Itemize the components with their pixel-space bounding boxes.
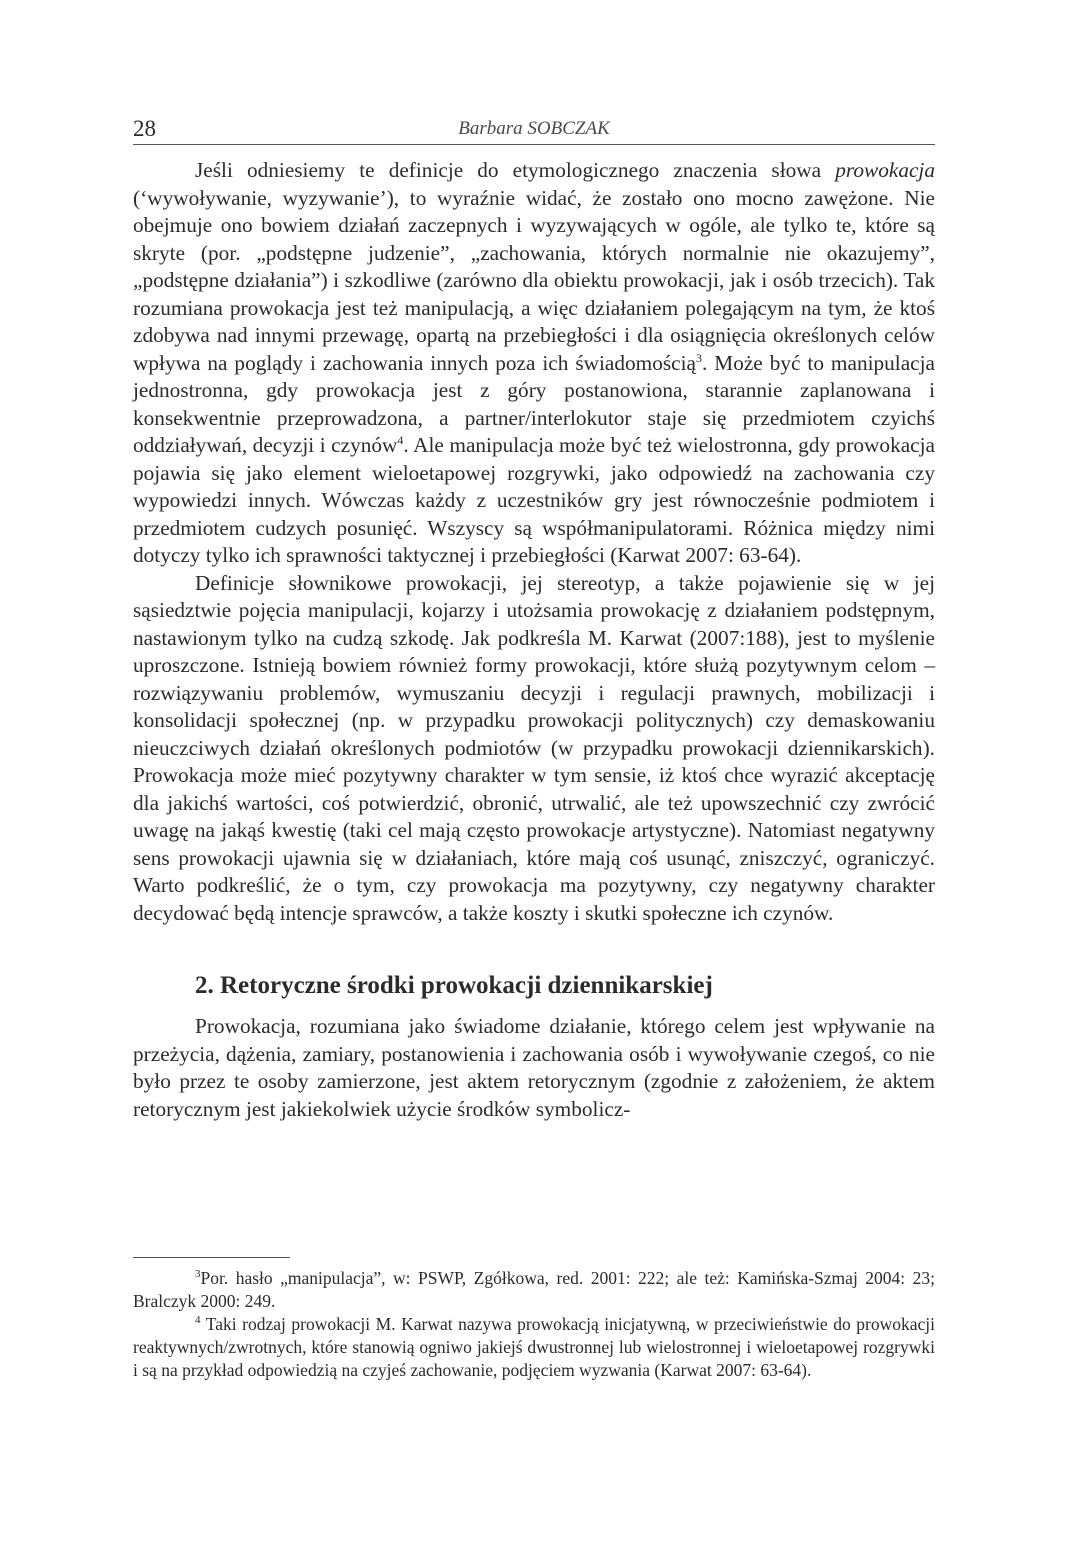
paragraph-1-text-c: . Może być to manipulacja jednostronna, gdy prowokacja jest z góry postanowiona, starannie zaplanowana i konsekwentnie przeprowadzona, a partner/interlokutor staje się przedmiotem czyichś oddziaływań, decyzji i czynów <box>133 350 935 457</box>
footnote-number: 4 <box>195 1314 201 1327</box>
paragraph-1 <box>133 157 935 570</box>
term-prowokacja: prowokacja <box>835 158 935 182</box>
main-text <box>133 157 935 1123</box>
paragraph-1-text-b: (‘wywoływanie, wyzywanie’), to wyraźnie widać, że zostało ono mocno zawężone. Nie obejmuje ono bowiem działań zaczepnych i wyzywających w ogóle, ale tylko te, które są skryte (por. „podstępne judzenie”, „zachowania, których normalnie nie okazujemy”, „podstępne działania”) i szkodliwe (zarówno dla obiektu prowokacji, jak i osób trzecich). Tak rozumiana prowokacja jest też manipulacją, a więc działaniem polegającym na tym, że ktoś zdobywa nad innymi przewagę, opartą na przebiegłości i dla osiągnięcia określonych celów wpływa na poglądy i zachowania innych poza ich świadomością <box>133 185 935 375</box>
footnote-ref-3: 3 <box>696 350 702 365</box>
footnote-3 <box>133 1267 935 1313</box>
page-number: 28 <box>133 116 156 141</box>
paragraph-1-text-d: . Ale manipulacja może być też wielostronna, gdy prowokacja pojawia się jako element wieloetapowej rozgrywki, jako odpowiedź na zachowania czy wypowiedzi innych. Wówczas każdy z uczestników gry jest równocześnie podmiotem i przedmiotem cudzych posunięć. Wszyscy są współmanipulatorami. Różnica między nimi dotyczy tylko ich sprawności taktycznej i przebiegłości (Karwat 2007: 63-64). <box>133 433 936 567</box>
running-header <box>133 112 935 145</box>
running-head-author: Barbara SOBCZAK <box>458 118 610 139</box>
footnote-text: Taki rodzaj prowokacji M. Karwat nazywa prowokacją inicjatywną, w przeciwieństwie do prowokacji reaktywnych/zwrotnych, które stanowią ogniwo jakiejś dwustronnej lub wielostronnej i wieloetapowej rozgrywki i są na przykład odpowiedzią na czyjeś zachowanie, podjęciem wyzwania (Karwat 2007: 63-64). <box>133 1314 935 1380</box>
footnote-separator <box>133 1257 290 1258</box>
footnote-ref-4: 4 <box>397 432 404 447</box>
paragraph-1-text-a: Jeśli odniesiemy te definicje do etymologicznego znaczenia słowa <box>195 158 836 182</box>
paragraph-2: Definicje słownikowe prowokacji, jej stereotyp, a także pojawienie się w jej sąsiedztwie pojęcia manipulacji, kojarzy i utożsamia prowokację z działaniem podstępnym, nastawionym tylko na cudzą szkodę. Jak podkreśla M. Karwat (2007:188), jest to myślenie uproszczone. Istnieją bowiem również formy prowokacji, które służą pozytywnym celom – rozwiązywaniu problemów, wymuszaniu decyzji i regulacji prawnych, mobilizacji i konsolidacji społecznej (np. w przypadku prowokacji politycznych) czy demaskowaniu nieuczciwych działań określonych podmiotów (w przypadku prowokacji dziennikarskich). Prowokacja może mieć pozytywny charakter w tym sensie, iż ktoś chce wyrazić akceptację dla jakichś wartości, coś potwierdzić, obronić, utrwalić, ale też upowszechnić czy zwrócić uwagę na jakąś kwestię (taki cel mają często prowokacje artystyczne). Natomiast negatywny sens prowokacji ujawnia się w działaniach, które mają coś usunąć, zniszczyć, ograniczyć. Warto podkreślić, że o tym, czy prowokacja ma pozytywny, czy negatywny charakter decydować będą intencje sprawców, a także koszty i skutki społeczne ich czynów. <box>133 570 935 925</box>
footnote-4 <box>133 1313 935 1382</box>
footnotes <box>133 1267 935 1382</box>
footnote-number: 3 <box>195 1268 201 1281</box>
section-heading: 2. Retoryczne środki prowokacji dziennikarskiej <box>195 972 713 999</box>
paragraph-3: Prowokacja, rozumiana jako świadome działanie, którego celem jest wpływanie na przeżycia, dążenia, zamiary, postanowienia i zachowania osób i wywoływanie czegoś, co nie było przez te osoby zamierzone, jest aktem retorycznym (zgodnie z założeniem, że aktem retorycznym jest jakiekolwiek użycie środków symbolicz- <box>133 1014 935 1121</box>
footnote-text: Por. hasło „manipulacja”, w: PSWP, Zgółkowa, red. 2001: 222; ale też: Kamińska-Szmaj 2004: 23; Bralczyk 2000: 249. <box>133 1268 935 1311</box>
